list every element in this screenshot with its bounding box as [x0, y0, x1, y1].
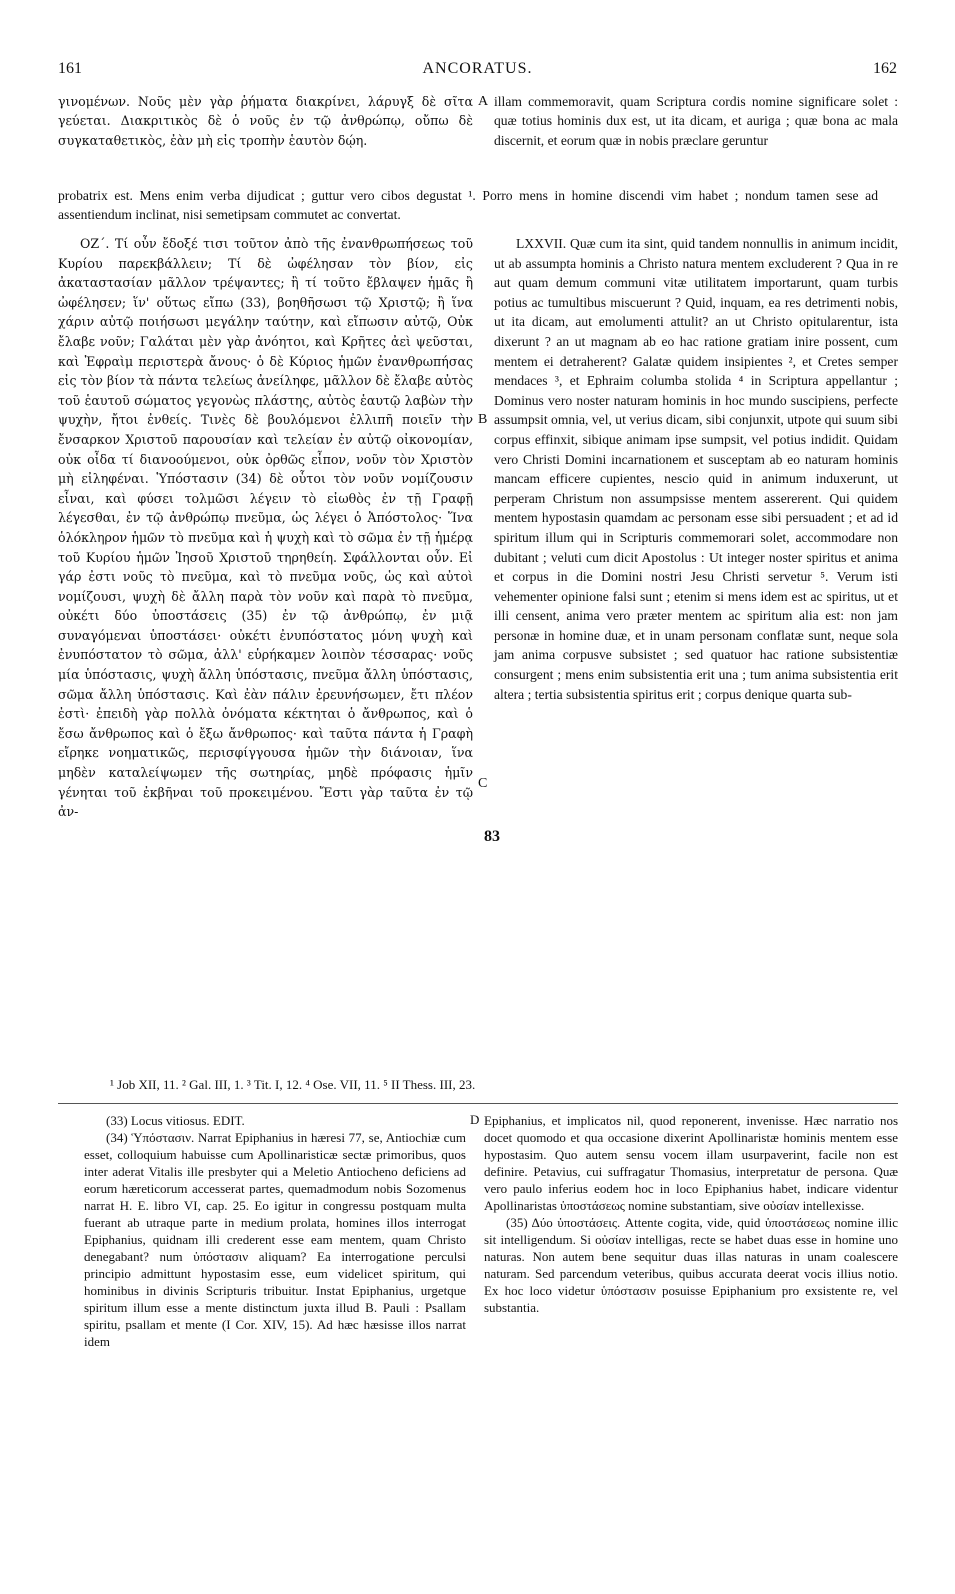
- greek-main-paragraph: ΟΖ΄. Τί οὖν ἔδοξέ τισι τοῦτον ἀπὸ τῆς ἐνανθρωπήσεως τοῦ Κυρίου παρεκβάλλειν; Τί δὲ ὠφέλησαν τὸν βίον, εἰς ἀκαταστασίαν μᾶλλον τρέψαντες; ἢ τί τοῦτο ἔβλαψεν ἡμᾶς ἢ ὠφέλησεν; ἵν' οὕτως εἴπω (33), βοηθῆσωσι τῷ Χριστῷ; ἢ ἵνα χάριν αὐτῷ ποιήσωσι μεγάλην ταύτην, καὶ εἴπωσιν αὐτῷ, Οὐκ ἔλαβε νοῦν; Γαλάται μὲν γὰρ ἀνόητοι, καὶ Κρῆτες ἀεὶ ψεῦσται, καὶ Ἐφραὶμ περιστερὰ ἄνους· ὁ δὲ Κύριος ἡμῶν ἐνανθρωπήσας εἰς τὸν βίον τὰ πάντα τελείως ἀνείληφε, μᾶλλον δὲ ἔλαβε αὐτὸς τοῦ ἑαυτοῦ σώματος γεγονὼς πλάστης, αὐτὸς ἑαυτῷ λαβὼν τὴν ψυχὴν, ἤτοι ἐνθείς. Τινὲς δὲ βουλόμενοι ἐλλιπῆ ποιεῖν τὴν ἔνσαρκον Χριστοῦ παρουσίαν καὶ τελείαν ἐν αὐτῷ οἰκονομίαν, οὐκ οἶδα τί διανοούμενοι, οὐκ ὀρθῶς εἶπον, νοῦν τὸν Χριστὸν μὴ εἰληφέναι. Ὑπόστασιν (34) δὲ οὗτοι τὸν νοῦν νομίζουσιν εἶναι, καὶ φύσει τολμῶσι λέγειν τὸ εἰωθὸς ἐν τῇ Γραφῇ λέγεσθαι, ἐν τῷ ἀνθρώπῳ πνεῦμα, ὡς λέγει ὁ Ἀπόστολος· Ἵνα ὁλόκληρον ἡμῶν τὸ πνεῦμα καὶ ἡ ψυχὴ καὶ τὸ σῶμα ἐν τῇ ἡμέρᾳ τοῦ Κυρίου ἡμῶν Ἰησοῦ Χριστοῦ τηρηθείη. Σφάλλονται οὖν. Εἰ γάρ ἐστι νοῦς τὸ πνεῦμα, καὶ τὸ πνεῦμα νοῦς, ὡς καὶ αὐτοὶ νομίζουσι, ψυχὴ δὲ ἄλλη παρὰ τὸν νοῦν καὶ παρὰ τὸ πνεῦμα, οὐκέτι δύο ὑποστάσεις (35) ἐν τῷ ἀνθρώπῳ, ἐν μιᾷ συναγόμεναι ὑποστάσει· οὐκέτι ἐνυπόστατος μόνη ψυχὴ καὶ ἐνυπόστατον τὸ σῶμα, ἀλλ' εὑρήκαμεν λοιπὸν τέσσαρας· νοῦς μία ὑπόστασις, ψυχὴ ἄλλη ὑπόστασις, πνεῦμα ἄλλη ὑπόστασις, σῶμα ἄλλη ὑπόστασις. Καὶ ἐὰν πάλιν ἐρευνήσωμεν, ἔτι πλέον ἐστὶ· ἐπειδὴ γὰρ πολλὰ ὀνόματα κέκτηται ὁ ἄνθρωπος, καὶ ὁ ἔσω ἄνθρωπος καὶ ὁ ἔξω ἄνθρωπος· καὶ ταῦτα πάντα ἡ Γραφὴ εἴρηκε νοηματικῶς, περισφίγγουσα ἡμῶν τὴν διάνοιαν, ἵνα μηδὲν καταλείψωμεν τῆς σωτηρίας, μηδὲ πρόφασις ἡμῖν γένηται τοῦ ἐκβῆναι τοῦ προκειμένου. Ἔστι γὰρ ταῦτα ἐν τῷ ἀν-: [58, 236, 473, 820]
- margin-letter-d: D: [470, 1112, 480, 1127]
- margin-letter-b: B: [478, 412, 488, 427]
- column-number-83: 83: [484, 828, 500, 845]
- margin-letter-c: C: [478, 776, 488, 791]
- latin-main-paragraph: LXXVII. Quæ cum ita sint, quid tandem nonnullis in animum incidit, ut ab assumpta hominis a Christo natura mentem excluderent ? Qua in re aut quam demum communi vitæ utilitatem importarunt, quam turbis potius ac tumultibus miscuerunt ? Quid, inquam, ea res detrimenti nobis, ut ita dicam, aut emolumenti attulit? an ut Christo opitularentur, ista dixerunt ? an ut magnam ab eo hac ratione gratiam inire possent, cum mentem ei detraherent? Galatæ quidem insipientes ², et Cretes semper mendaces ³, et Ephraim columba stolida ⁴ in Scriptura appellantur ; Dominus vero noster naturam hominis in hoc mundo suscipiens, perfecte assumpsit omnia, vel, ut verius dicam, sibi conjunxit, utpote qui suum sibi corpus effinxit, sibique animam ipse sumpsit, vel potius indidit. Quidam vero Christi Domini incarnationem et susceptam ab eo naturam hominis mancam efficere cupientes, nescio quid in animum induxerunt, ut perperam Christum non assumpsisse mentem assererent. Qui quidem mentem hypostasin quamdam ac personam esse sibi persuadent ; et ad id spiritum illum qui in Scripturis commemorari solet, accommodare non dubitant ; veluti cum dicit Apostolus : Ut integer noster spiritus et anima et corpus in die Domini nostri Jesu Christi servetur ⁵. Verum isti vehementer opinione falsi sunt ; etenim si mens idem est ac spiritus, ut et illi censent, anima vero præter mentem ac spiritum alia est: non jam personæ in homine duæ, et in unam personam conflatæ sunt, neque sola jam anima corpusve subsistet ; sed quatuor hac ratione subsistentiæ consurgent ; mens enim subsistentia erit una ; tum anima subsistentia erit altera ; tertia subsistentia spiritus erit ; corpus denique quarta sub-: [494, 236, 898, 702]
- notes-right-column: [484, 1112, 898, 1316]
- note-35: (35) Δύο ὑποστάσεις. Attente cogita, vide, quid ὑποστάσεως nomine illic sit intelligendum. Si οὐσίαν intelligas, recte se habet duas esse in homine uno naturas. Non autem bene sequitur duas illas naturas in unam coalescere naturam. Sed parcendum veteribus, quibus accurata deerat vocis illius notio. Ex hoc loco videtur ὑπόστασιν posuisse Epiphanium pro exsistente re, vel substantia.: [484, 1215, 898, 1315]
- running-title: ANCORATUS.: [422, 60, 533, 77]
- note-34-continued: Epiphanius, et implicatos nil, quod reponerent, invenisse. Hæc narratio nos docet quomodo et qua occasione dixerint Apollinaristæ hominis mentem esse hypostasim. Quo autem sensu vocem illam usurpaverint, facile non est definire. Petavius, cui suffragatur Thomasius, interpretatur de persona. Quæ vero paulo inferius eodem hoc in loco Epiphanius habet, indicare videntur Apollinaristas ὑποστάσεως nomine substantiam, sive οὐσίαν intellexisse.: [484, 1113, 898, 1213]
- notes-left-column: [84, 1112, 466, 1350]
- latin-column-top: [494, 92, 898, 150]
- full-width-paragraph: [58, 172, 878, 238]
- note-33: (33) Locus vitiosus. EDIT.: [106, 1113, 245, 1128]
- left-page-number: 161: [58, 60, 82, 77]
- latin-top-paragraph: illam commemoravit, quam Scriptura cordis nomine significare solet : quæ totius hominis dux est, ut ita dicam, et auriga ; quæ bona ac mala discernit, et eorum quæ in nobis præclare geruntur: [494, 94, 898, 148]
- greek-column-top: [58, 92, 473, 150]
- footnote-references: ¹ Job XII, 11. ² Gal. III, 1. ³ Tit. I, 12. ⁴ Ose. VII, 11. ⁵ II Thess. III, 23.: [110, 1077, 476, 1092]
- footnote-rule: [58, 1103, 898, 1104]
- greek-column-main: [58, 234, 473, 822]
- running-header: [58, 60, 897, 84]
- note-34: (34) Ὑπόστασιν. Narrat Epiphanius in hæresi 77, se, Antiochiæ cum esset, colloquium habuisse cum Apollinaristicæ sectæ primoribus, quos inter aderat Vitalis ille presbyter qui a Meletio Antiocheno deficiens ad eorum hæreticorum accesserat partes, quemadmodum nobis Sozomenus narrat H. E. libro VI, cap. 25. Eo igitur in congressu postquam multa fuerant ab utraque parte in medium prolata, homines illos interrogat Epiphanius, quidnam illi crederent esse eam mentem, quam Christo denegabant? num ὑπόστασιν aliquam? Ea interrogatione perculsi principio admittunt hypostasim esse, eum videlicet spiritum, qui hominibus in divinis Scripturis tribuitur. Instat Epiphanius, urgetque spiritum illum esse a mente distinctum juxta illud B. Pauli : Psallam spiritu, psallam et mente (I Cor. XIV, 15). Ad hæc hæsisse illos narrat idem: [84, 1130, 466, 1349]
- margin-letter-a: A: [478, 94, 489, 109]
- full-width-text: probatrix est. Mens enim verba dijudicat ; guttur vero cibos degustat ¹. Porro mens in homine discendi vim habet ; nondum tamen sese ad assentiendum inclinat, nisi semetipsam commutet ac convertat.: [58, 187, 878, 222]
- latin-column-main: [494, 234, 898, 704]
- greek-top-paragraph: γινομένων. Νοῦς μὲν γὰρ ῥήματα διακρίνει, λάρυγξ δὲ σῖτα γεύεται. Διακριτικὸς δὲ ὁ νοῦς ἐν τῷ ἀνθρώπῳ, οὔπω δὲ συγκαταθετικὸς, ἐὰν μὴ εἰς τροπὴν ἑαυτὸν δῴη.: [58, 94, 473, 148]
- right-page-number: 162: [873, 60, 897, 77]
